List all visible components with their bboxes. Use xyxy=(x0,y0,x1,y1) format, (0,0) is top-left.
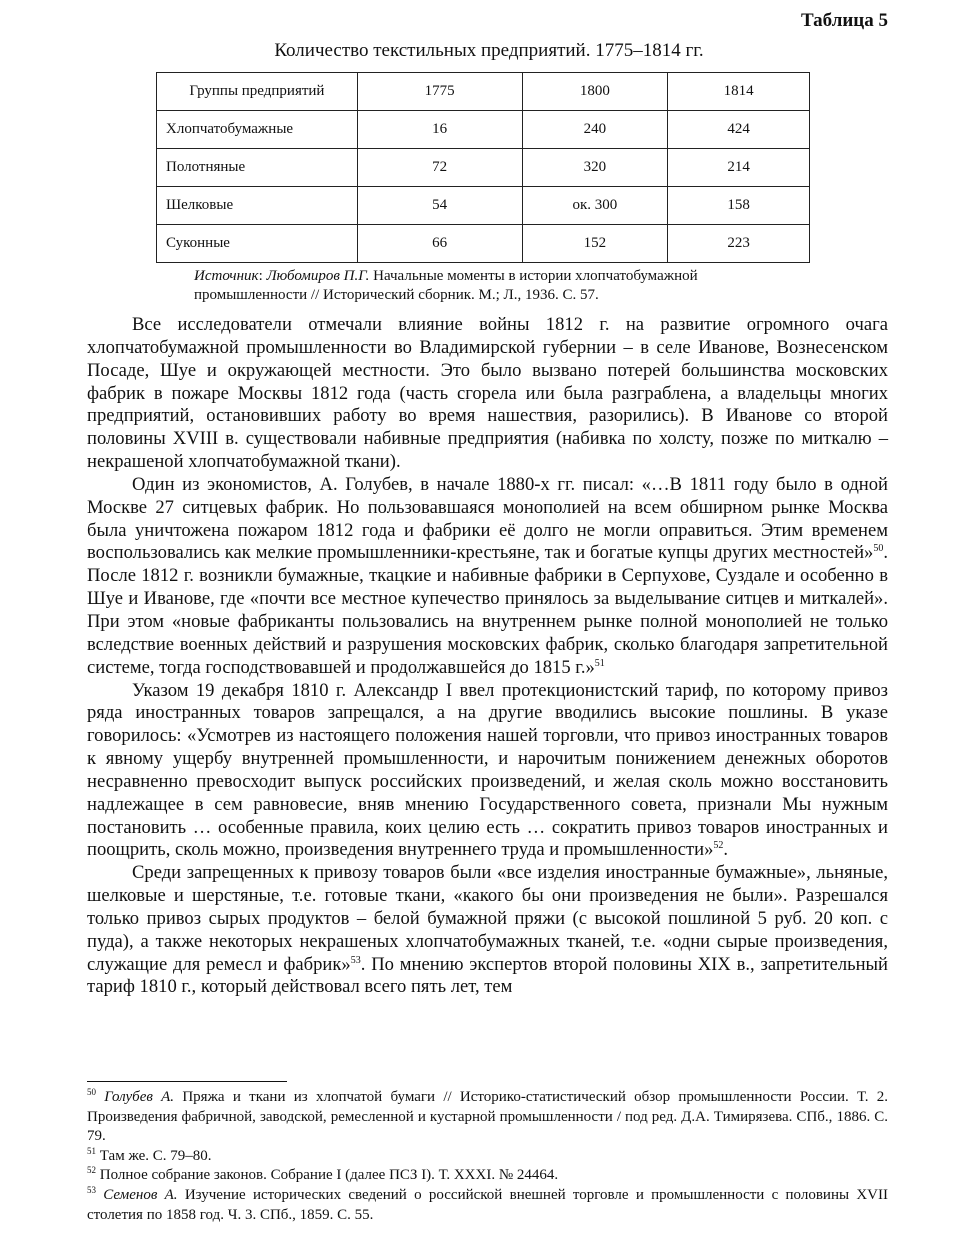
value-cell-1775: 16 xyxy=(357,111,522,149)
value-cell-1800: 152 xyxy=(522,225,668,263)
source-text: Начальные моменты в истории хлопчатобумажной промышленности // Исторический сборник. М.; Л., 1936. С. 57. xyxy=(194,268,698,303)
header-cell-1800: 1800 xyxy=(522,73,668,111)
footnote-number: 50 xyxy=(87,1087,96,1097)
table-header-row xyxy=(157,73,810,111)
header-cell-1814: 1814 xyxy=(668,73,810,111)
footnote-author: Голубев А. xyxy=(104,1089,175,1105)
group-name-cell: Полотняные xyxy=(157,149,358,187)
footnote-item: $^{50}$ Голубев А. Пряжа и ткани из хлопчатой бумаги // Историко-статистический обзор промышленности России. Т. 2. Произведения фабричной, заводской, ремесленной и кустарной промышленности / под ред. Д.А. Тимирязева. СПб., 1886. С. 79. xyxy=(87,1087,888,1145)
header-cell-groups: Группы предприятий xyxy=(157,73,358,111)
footnote-ref[interactable]: 53 xyxy=(350,954,361,966)
footnote-number: 52 xyxy=(87,1165,96,1176)
footnote-number: 53 xyxy=(87,1184,96,1195)
value-cell-1814: 158 xyxy=(668,187,810,225)
table-row xyxy=(157,187,810,225)
footnote-item: $^{53}$ Семенов А. Изучение исторических сведений о российской внешней торговле и промышленности с половины XVII столетия по 1858 год. Ч. 3. СПб., 1859. С. 55. xyxy=(87,1184,888,1223)
textile-enterprises-table xyxy=(156,72,810,263)
paragraph: Один из экономистов, А. Голубев, в начале 1880-х гг. писал: «…В 1811 году было в одной Москве 27 ситцевых фабрик. Но пользовавшаяся монополией на всем обширном рынке Москва была уничтожена пожаром 1812 года и фабрики её долго не могли оправиться. Этим временем воспользовались как мелкие промышленники-крестьяне, так и богатые купцы других местностей»$^{50}$. После 1812 г. возникли бумажные, ткацкие и набивные фабрики в Серпухове, Суздале и особенно в Шуе и Иванове, где «почти все местное купечество принялось за выделывание ситцев и миткалей». При этом «новые фабриканты пользовались на внутреннем рынке полной монополией не только вследствие военных действий и разрушения московских фабрик, сколько благодаря запретительной системе, тогда господствовавшей и продолжавшейся до 1815 г.»$^{51}$ xyxy=(87,473,888,678)
value-cell-1814: 223 xyxy=(668,225,810,263)
value-cell-1775: 66 xyxy=(357,225,522,263)
paragraph: Указом 19 декабря 1810 г. Александр I ввел протекционистский тариф, по которому привоз ряда иностранных товаров запрещался, а на другие вводились высокие пошлины. В указе говорилось: «Усмотрев из настоящего положения нашей торговли, что привоз иностранных товаров к явному ущербу внутренней промышленности, и нарочитым понижением денежных оборотов несравненно превосходит выпуск российских произведений, и желая сколь можно восстановить надлежащее в сем равновесие, вняв мнению Государственного совета, признали Мы нужным постановить … особенные правила, коих целию есть … сократить привоз товаров иностранных и поощрить, сколь можно, произведения внутреннего труда и промышленности»$^{52}$. xyxy=(87,679,888,861)
group-name-cell: Хлопчатобумажные xyxy=(157,111,358,149)
footnote-author: Семенов А. xyxy=(103,1186,178,1203)
footnotes xyxy=(87,1088,888,1225)
table-row xyxy=(157,225,810,263)
value-cell-1775: 54 xyxy=(357,187,522,225)
value-cell-1775: 72 xyxy=(357,149,522,187)
value-cell-1800: 240 xyxy=(522,111,668,149)
value-cell-1800: ок. 300 xyxy=(522,187,668,225)
group-name-cell: Шелковые xyxy=(157,187,358,225)
footnote-item: $^{52}$ Полное собрание законов. Собрание I (далее ПСЗ I). Т. XXXI. № 24464. xyxy=(87,1165,559,1184)
group-name-cell: Суконные xyxy=(157,225,358,263)
paragraph: Все исследователи отмечали влияние войны 1812 г. на развитие огромного очага хлопчатобумажной промышленности во Владимирской губернии – в селе Иванове, Вознесенском Посаде, Шуе и окружающей местности. Это было вызвано потерей большинства московских фабрик в пожаре Москвы 1812 года (часть сгорела или была разграблена, а владельцы многих предприятий, остановивших работу во время нашествия, разорились). В Иванове со второй половины XVIII в. существовали набивные предприятия (набивка по холсту, позже по миткалю – некрашеной хлопчатобумажной ткани). xyxy=(87,314,888,473)
value-cell-1800: 320 xyxy=(522,149,668,187)
value-cell-1814: 424 xyxy=(668,111,810,149)
source-author: Любомиров П.Г. xyxy=(266,268,370,284)
value-cell-1814: 214 xyxy=(668,149,810,187)
footnote-item: $^{51}$ Там же. С. 79–80. xyxy=(87,1145,212,1164)
footnote-number: 51 xyxy=(87,1145,96,1156)
table-source-note: Источник: Любомиров П.Г. Начальные моменты в истории хлопчатобумажной промышленности // Исторический сборник. М.; Л., 1936. С. 57. xyxy=(194,268,698,303)
footnote-ref[interactable]: 50 xyxy=(873,543,884,555)
footnote-ref[interactable]: 51 xyxy=(594,657,605,669)
table-row xyxy=(157,111,810,149)
footnote-ref[interactable]: 52 xyxy=(713,840,724,852)
footnote-separator xyxy=(87,1081,287,1082)
paragraph: Среди запрещенных к привозу товаров были «все изделия иностранные бумажные», льняные, шелковые и шерстяные, т.е. готовые ткани, «какого бы они произведения не были». Разрешался только привоз сырых продуктов – белой бумажной пряжи (с высокой пошлиной 5 руб. 20 коп. с пуда), а также некоторых некрашеных хлопчатобумажных тканей, т.е. «одни сырые произведения, служащие для ремесл и фабрик»$^{53}$. По мнению экспертов второй половины XIX в., запретительный тариф 1810 г., который действовал всего пять лет, тем xyxy=(87,862,888,998)
header-cell-1775: 1775 xyxy=(357,73,522,111)
main-text xyxy=(87,314,888,999)
table-row xyxy=(157,149,810,187)
source-label: Источник xyxy=(194,268,259,284)
table-number-label: Таблица 5 xyxy=(800,10,888,31)
table-caption: Количество текстильных предприятий. 1775–1814 гг. xyxy=(274,40,704,61)
